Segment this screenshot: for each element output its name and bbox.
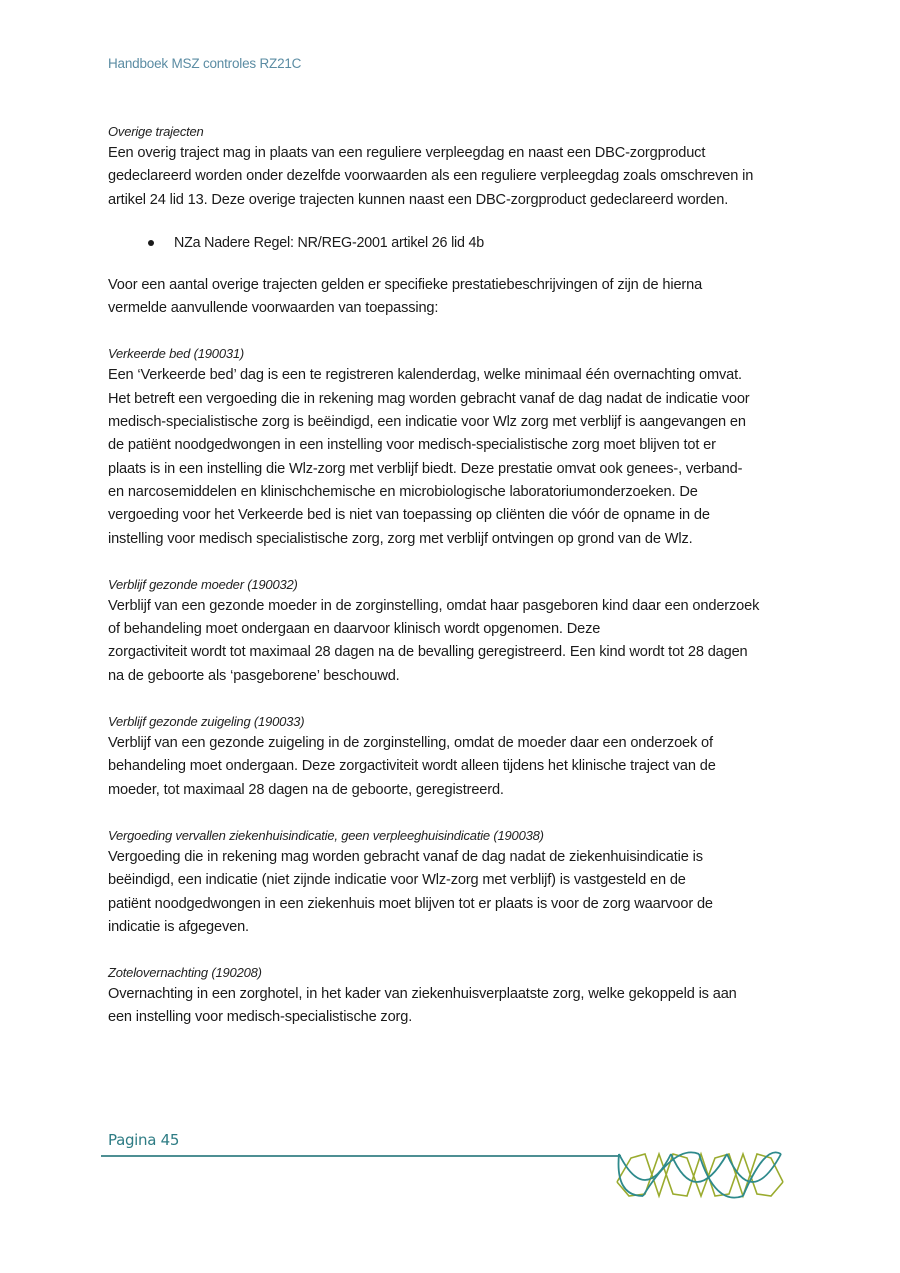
- section-heading: Verblijf gezonde zuigeling (190033): [108, 714, 305, 730]
- text-line: patiënt noodgedwongen in een ziekenhuis moet blijven tot er plaats is voor de zorg waarvoor de: [108, 895, 713, 912]
- text-line: Vergoeding die in rekening mag worden gebracht vanaf de dag nadat de ziekenhuisindicatie is: [108, 848, 703, 865]
- text-line: Voor een aantal overige trajecten gelden er specifieke prestatiebeschrijvingen of zijn de hierna: [108, 276, 703, 293]
- text-line: een instelling voor medisch-specialistische zorg.: [108, 1009, 413, 1026]
- page-number: Pagina 45: [108, 1131, 180, 1149]
- text-line: of behandeling moet ondergaan en daarvoor klinisch wordt opgenomen. Deze: [108, 621, 601, 638]
- text-line: Een overig traject mag in plaats van een reguliere verpleegdag en naast een DBC-zorgproduct: [108, 145, 706, 161]
- text-line: medisch-specialistische zorg is beëindigd, een indicatie voor Wlz zorg met verblijf is aangevangen en: [108, 414, 746, 431]
- section-verkeerde-bed: [108, 344, 798, 550]
- section-verblijf-gezonde-moeder: [108, 575, 798, 688]
- section-heading-overige-trajecten: Overige trajecten: [108, 124, 204, 139]
- text-line: Het betreft een vergoeding die in rekening mag worden gebracht vanaf de dag nadat de indicatie voor: [108, 390, 750, 407]
- text-line: moeder, tot maximaal 28 dagen na de geboorte, geregistreerd.: [108, 781, 504, 798]
- bullet-icon: [148, 240, 154, 246]
- text-line: artikel 24 lid 13. Deze overige trajecten kunnen naast een DBC-zorgproduct gedeclareerd worden.: [108, 191, 729, 208]
- bullet-item: [148, 232, 798, 254]
- teal-arc: [619, 1154, 671, 1180]
- running-header: Handboek MSZ controles RZ21C: [108, 56, 302, 71]
- text-line: Verblijf van een gezonde moeder in de zorginstelling, omdat haar pasgeboren kind daar een onderzoek: [108, 597, 760, 614]
- footer-ornament-logo: [615, 1150, 785, 1202]
- teal-arc: [743, 1152, 781, 1196]
- text-line: Een ‘Verkeerde bed’ dag is een te registreren kalenderdag, welke minimaal één overnachting omvat.: [108, 367, 742, 384]
- text-line: zorgactiviteit wordt tot maximaal 28 dagen na de bevalling geregistreerd. Een kind wordt tot 28 dagen: [108, 644, 748, 661]
- text-line: behandeling moet ondergaan. Deze zorgactiviteit wordt alleen tijdens het klinische traject van de: [108, 758, 716, 775]
- section-zotelovernachting: [108, 963, 798, 1030]
- text-line: gedeclareerd worden onder dezelfde voorwaarden als een reguliere verpleegdag zoals omschreven in: [108, 168, 754, 185]
- section-heading: Vergoeding vervallen ziekenhuisindicatie, geen verpleeghuisindicatie (190038): [108, 827, 544, 843]
- followup-paragraph: [108, 274, 798, 321]
- section-heading: Zotelovernachting (190208): [108, 965, 262, 981]
- section-vergoeding-vervallen-ziekenhuisindicatie: [108, 826, 798, 939]
- text-line: vermelde aanvullende voorwaarden van toepassing:: [108, 300, 439, 317]
- olive-pattern: [617, 1154, 783, 1196]
- text-line: vergoeding voor het Verkeerde bed is niet van toepassing op cliënten die vóór de opname in de: [108, 507, 710, 524]
- text-line: instelling voor medisch specialistische zorg, zorg met verblijf ontvingen op grond van de Wlz.: [108, 530, 693, 547]
- text-line: Overnachting in een zorghotel, in het kader van ziekenhuisverplaatste zorg, welke gekoppeld is aan: [108, 986, 737, 1003]
- text-line: de patiënt noodgedwongen in een instelling voor medisch-specialistische zorg moet blijven tot er: [108, 437, 716, 454]
- text-line: en narcosemiddelen en klinischchemische en microbiologische laboratoriumonderzoeken. De: [108, 483, 698, 500]
- page-content: [108, 122, 798, 1030]
- section-heading: Verblijf gezonde moeder (190032): [108, 576, 298, 592]
- text-line: plaats is in een instelling die Wlz-zorg met verblijf biedt. Deze prestatie omvat ook genees-, verband-: [108, 460, 743, 477]
- text-line: indicatie is afgegeven.: [108, 918, 249, 935]
- olive-zigzag-top: [617, 1154, 783, 1196]
- footer-rule: [101, 1155, 621, 1157]
- section-verblijf-gezonde-zuigeling: [108, 712, 798, 802]
- text-line: na de geboorte als ‘pasgeborene’ beschouwd.: [108, 667, 400, 684]
- bullet-text: NZa Nadere Regel: NR/REG-2001 artikel 26 lid 4b: [174, 234, 485, 251]
- text-line: beëindigd, een indicatie (niet zijnde indicatie voor Wlz-zorg met verblijf) is vastgesteld en de: [108, 872, 686, 889]
- section-heading: Verkeerde bed (190031): [108, 346, 245, 362]
- intro-paragraph: [108, 142, 798, 212]
- olive-zigzag-bottom: [617, 1154, 783, 1196]
- text-line: Verblijf van een gezonde zuigeling in de zorginstelling, omdat de moeder daar een onderzoek of: [108, 735, 713, 752]
